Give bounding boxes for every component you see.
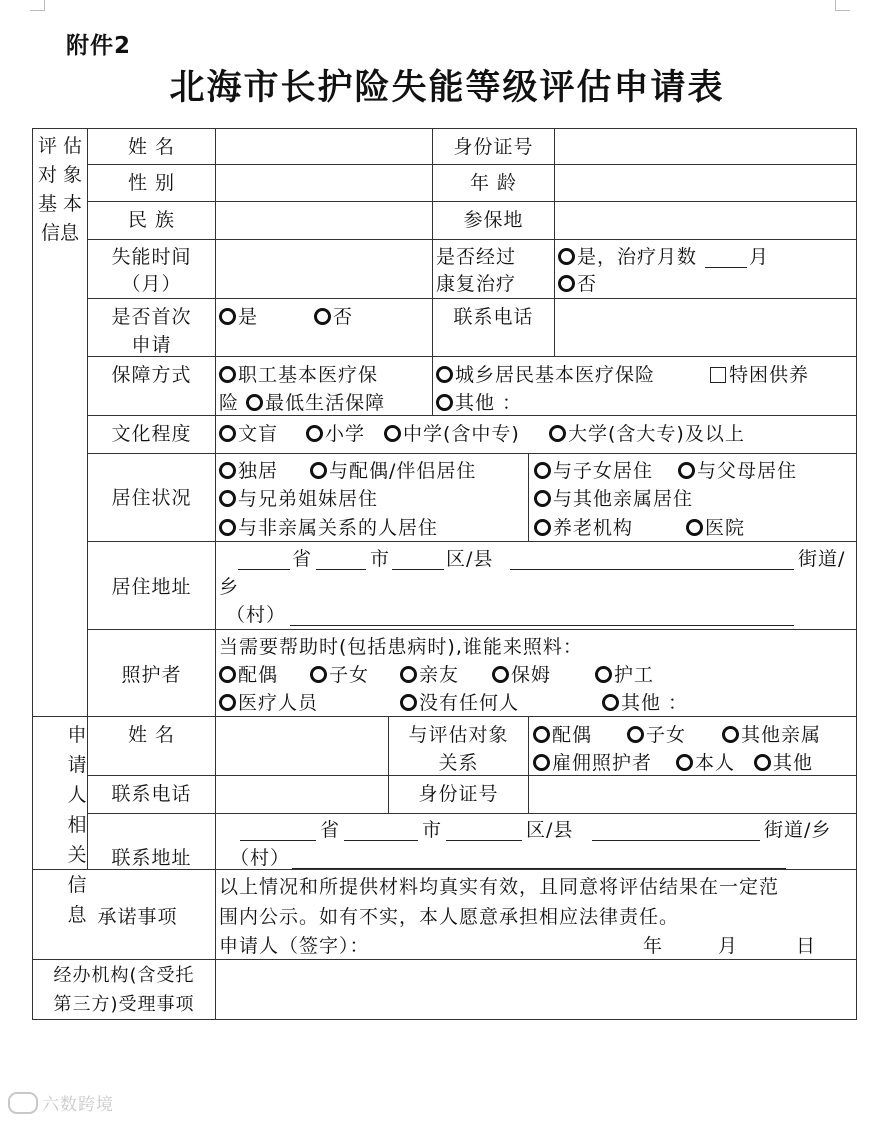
living-text: 与配偶/伴侣居住 <box>329 460 477 482</box>
address-province-blank[interactable] <box>238 569 290 570</box>
contact-province-blank[interactable] <box>240 840 316 841</box>
radio-icon <box>219 519 236 536</box>
education-text: 中学(含中专) <box>403 423 520 445</box>
first-app-yes-option[interactable] <box>219 303 258 331</box>
living-label: 居住状况 <box>111 487 192 509</box>
education-label: 文化程度 <box>111 423 192 445</box>
disability-time-field[interactable] <box>216 240 432 298</box>
applicant-phone-label: 联系电话 <box>111 783 192 805</box>
phone-label: 联系电话 <box>453 306 534 328</box>
caregiver-text: 配偶 <box>238 664 279 686</box>
address-district-blank[interactable] <box>392 569 444 570</box>
applicant-id-field[interactable] <box>529 776 856 813</box>
living-text: 与子女居住 <box>553 460 654 482</box>
radio-icon <box>400 694 417 711</box>
radio-icon <box>219 490 236 507</box>
relation-text: 其他 <box>773 752 814 774</box>
address-province-unit: 省 <box>292 548 313 570</box>
agency-label-2: 第三方)受理事项 <box>53 994 195 1015</box>
living-text: 与父母居住 <box>697 460 798 482</box>
address-label: 居住地址 <box>111 576 192 598</box>
radio-icon <box>534 490 551 507</box>
ethnicity-field[interactable] <box>216 202 432 239</box>
section-label-line: 基 本 <box>37 193 83 215</box>
support-resident-text: 城乡居民基本医疗保险 <box>455 364 656 386</box>
education-text: 大学(含大专)及以上 <box>568 423 745 445</box>
caregiver-option[interactable] <box>400 689 519 717</box>
radio-icon <box>627 726 644 743</box>
living-option[interactable] <box>686 514 745 542</box>
watermark-text: 六数跨境 <box>42 1095 114 1115</box>
page-title: 北海市长护险失能等级评估申请表 <box>169 68 725 108</box>
contact-village-blank[interactable] <box>292 868 786 869</box>
contact-city-blank[interactable] <box>344 840 418 841</box>
relation-label-2: 关系 <box>438 752 479 774</box>
caregiver-option[interactable] <box>219 661 278 689</box>
gender-label: 性 别 <box>127 172 176 194</box>
relation-text: 配偶 <box>552 724 593 746</box>
disability-time-label-2: （月） <box>121 273 182 295</box>
living-option[interactable] <box>310 457 476 485</box>
section-label-line: 评 估 <box>37 135 83 157</box>
radio-icon <box>219 366 236 383</box>
education-option[interactable] <box>219 420 278 448</box>
section-label-line: 请 <box>67 754 87 776</box>
row-line <box>87 239 857 240</box>
age-field[interactable] <box>555 165 856 201</box>
relation-option[interactable] <box>627 721 686 749</box>
relation-text: 其他亲属 <box>741 724 822 746</box>
section-label-line: 人 <box>67 784 87 806</box>
first-app-no-text: 否 <box>333 306 354 328</box>
address-township-unit: 乡 <box>219 576 240 598</box>
section-label-line: 相 <box>67 814 87 836</box>
contact-city-unit: 市 <box>422 819 443 841</box>
radio-icon <box>219 694 236 711</box>
radio-icon <box>219 308 236 325</box>
radio-icon <box>384 425 401 442</box>
radio-icon <box>534 462 551 479</box>
date-year-unit: 年 <box>643 935 664 957</box>
applicant-name-field[interactable] <box>216 717 388 775</box>
caregiver-text: 医疗人员 <box>238 692 319 714</box>
date-month-unit: 月 <box>718 935 739 957</box>
address-village-blank[interactable] <box>290 625 794 626</box>
caregiver-option[interactable] <box>595 661 654 689</box>
support-special-option[interactable] <box>710 361 809 389</box>
agency-field[interactable] <box>216 960 856 1019</box>
commitment-line-1: 以上情况和所提供材料均真实有效，且同意将评估结果在一定范 <box>219 876 780 898</box>
radio-icon <box>310 666 327 683</box>
caregiver-text: 其他 ： <box>621 692 689 714</box>
first-app-no-option[interactable] <box>314 303 353 331</box>
support-employee-text: 职工基本医疗保 <box>238 364 379 386</box>
rehab-yes-text: 是，治疗月数 <box>577 246 698 268</box>
section-label-line: 对 象 <box>37 164 83 186</box>
table-border-right <box>856 128 857 1020</box>
support-min-living-text[interactable]: 最低生活保障 <box>265 392 386 414</box>
first-app-yes-text: 是 <box>238 306 259 328</box>
age-label: 年 龄 <box>469 172 518 194</box>
support-resident-option[interactable] <box>436 361 655 389</box>
living-text: 与兄弟姐妹居住 <box>238 488 379 510</box>
radio-icon <box>722 726 739 743</box>
caregiver-text: 护工 <box>614 664 655 686</box>
radio-icon <box>219 462 236 479</box>
col-divider <box>432 356 433 415</box>
relation-label-1: 与评估对象 <box>408 724 509 746</box>
living-text: 独居 <box>238 460 279 482</box>
address-street-blank[interactable] <box>510 569 794 570</box>
radio-icon <box>533 726 550 743</box>
col-divider <box>528 453 529 541</box>
caregiver-label: 照护者 <box>121 664 182 686</box>
support-special-text: 特困供养 <box>729 364 810 386</box>
living-text: 与其他亲属居住 <box>553 488 694 510</box>
radio-icon <box>219 425 236 442</box>
address-city-unit: 市 <box>370 548 391 570</box>
support-other-option[interactable] <box>436 389 522 417</box>
radio-icon <box>549 425 566 442</box>
caregiver-option[interactable] <box>400 661 459 689</box>
watermark <box>8 1090 114 1115</box>
radio-icon <box>558 248 575 265</box>
education-option[interactable] <box>384 420 520 448</box>
radio-icon <box>310 462 327 479</box>
radio-icon <box>686 519 703 536</box>
relation-text: 雇佣照护者 <box>552 752 653 774</box>
section-label-subject-info <box>33 132 87 248</box>
insured-place-label: 参保地 <box>463 209 524 231</box>
row-line <box>87 453 857 454</box>
contact-district-blank[interactable] <box>446 840 522 841</box>
rehab-label-1: 是否经过 <box>436 246 517 268</box>
row-line <box>87 629 857 630</box>
address-village-unit: （村） <box>226 604 287 626</box>
support-type-label: 保障方式 <box>111 364 192 386</box>
section-label-line: 信 <box>67 874 87 896</box>
support-other-text: 其他 ： <box>455 392 523 414</box>
relation-text: 本人 <box>695 752 736 774</box>
radio-icon <box>436 366 453 383</box>
radio-icon <box>534 519 551 536</box>
contact-village-unit: （村） <box>230 847 291 869</box>
insured-place-field[interactable] <box>555 202 856 239</box>
education-text: 小学 <box>325 423 366 445</box>
applicant-phone-field[interactable] <box>216 776 388 813</box>
support-employee-text-2 <box>219 389 385 417</box>
education-option[interactable] <box>549 420 745 448</box>
row-line <box>87 813 857 814</box>
radio-icon <box>436 394 453 411</box>
living-option[interactable] <box>219 485 378 513</box>
address-city-blank[interactable] <box>316 569 366 570</box>
rehab-label-2: 康复治疗 <box>436 273 517 295</box>
section-label-line: 息 <box>67 904 87 926</box>
relation-option[interactable] <box>722 721 821 749</box>
caregiver-option[interactable] <box>219 689 318 717</box>
id-number-label: 身份证号 <box>453 136 534 158</box>
crop-mark-left <box>30 0 45 11</box>
support-employee-text-cont: 险 <box>219 392 240 414</box>
table-border-left <box>32 128 33 1020</box>
relation-text: 子女 <box>646 724 687 746</box>
living-option[interactable] <box>219 457 278 485</box>
rehab-months-blank[interactable] <box>705 267 747 268</box>
name-field[interactable] <box>216 129 432 164</box>
section-label-line: 关 <box>67 844 87 866</box>
crop-mark-right <box>835 0 850 11</box>
ethnicity-label: 民 族 <box>127 209 176 231</box>
living-option[interactable] <box>219 514 438 542</box>
contact-province-unit: 省 <box>320 819 341 841</box>
relation-option[interactable] <box>533 721 592 749</box>
radio-icon <box>676 754 693 771</box>
attachment-label: 附件2 <box>66 33 132 59</box>
living-option[interactable] <box>534 485 693 513</box>
rehab-no-option[interactable] <box>558 270 597 298</box>
address-district-unit: 区/县 <box>446 548 494 570</box>
date-day-unit: 日 <box>796 935 817 957</box>
caregiver-text: 保姆 <box>511 664 552 686</box>
id-number-field[interactable] <box>555 129 856 164</box>
radio-icon <box>558 275 575 292</box>
living-option[interactable] <box>534 514 633 542</box>
radio-icon <box>595 666 612 683</box>
radio-icon <box>533 754 550 771</box>
rehab-no-text: 否 <box>577 273 598 295</box>
relation-option[interactable] <box>533 749 652 777</box>
radio-icon <box>219 666 236 683</box>
radio-icon <box>678 462 695 479</box>
section-label-line: 申 <box>67 724 87 746</box>
education-option[interactable] <box>306 420 365 448</box>
gender-field[interactable] <box>216 165 432 201</box>
radio-icon <box>306 425 323 442</box>
checkbox-icon <box>710 367 726 383</box>
section-label-line: 信息 <box>40 222 79 244</box>
commitment-line-2: 围内公示。如有不实，本人愿意承担相应法律责任。 <box>219 906 680 928</box>
radio-icon <box>602 694 619 711</box>
relation-option[interactable] <box>676 749 735 777</box>
caregiver-option[interactable] <box>310 661 369 689</box>
contact-street-unit: 街道/乡 <box>764 819 832 841</box>
commitment-label: 承诺事项 <box>97 906 178 928</box>
caregiver-text: 没有任何人 <box>419 692 520 714</box>
table-border-bottom <box>32 1019 857 1020</box>
radio-icon <box>400 666 417 683</box>
living-text: 养老机构 <box>553 517 634 539</box>
agency-label-1: 经办机构(含受托 <box>53 965 195 986</box>
disability-time-label-1: 失能时间 <box>111 246 192 268</box>
relation-option[interactable] <box>754 749 813 777</box>
caregiver-question: 当需要帮助时(包括患病时),谁能来照料： <box>219 636 583 658</box>
watermark-logo-icon <box>8 1092 38 1114</box>
rehab-month-unit: 月 <box>749 246 770 268</box>
caregiver-text: 子女 <box>329 664 370 686</box>
living-option[interactable] <box>534 457 653 485</box>
contact-address-label: 联系地址 <box>111 847 192 869</box>
first-app-label-2: 申请 <box>131 334 172 356</box>
living-text: 医院 <box>705 517 746 539</box>
applicant-name-label: 姓 名 <box>127 724 176 746</box>
radio-icon <box>754 754 771 771</box>
signature-label: 申请人（签字）： <box>219 935 370 957</box>
phone-field[interactable] <box>555 299 856 356</box>
section-label-applicant-info <box>62 720 92 930</box>
caregiver-option[interactable] <box>602 689 688 717</box>
first-app-label-1: 是否首次 <box>111 306 192 328</box>
caregiver-option[interactable] <box>492 661 551 689</box>
radio-icon <box>246 394 263 411</box>
contact-district-unit: 区/县 <box>526 819 574 841</box>
caregiver-text: 亲友 <box>419 664 460 686</box>
living-text: 与非亲属关系的人居住 <box>238 517 439 539</box>
support-employee-option[interactable] <box>219 361 378 389</box>
contact-street-blank[interactable] <box>592 840 760 841</box>
rehab-yes-option[interactable] <box>558 243 697 271</box>
radio-icon <box>492 666 509 683</box>
education-text: 文盲 <box>238 423 279 445</box>
living-option[interactable] <box>678 457 797 485</box>
applicant-id-label: 身份证号 <box>418 783 499 805</box>
signature-field[interactable] <box>385 932 635 958</box>
address-street-unit: 街道/ <box>798 548 846 570</box>
name-label: 姓 名 <box>127 136 176 158</box>
radio-icon <box>314 308 331 325</box>
